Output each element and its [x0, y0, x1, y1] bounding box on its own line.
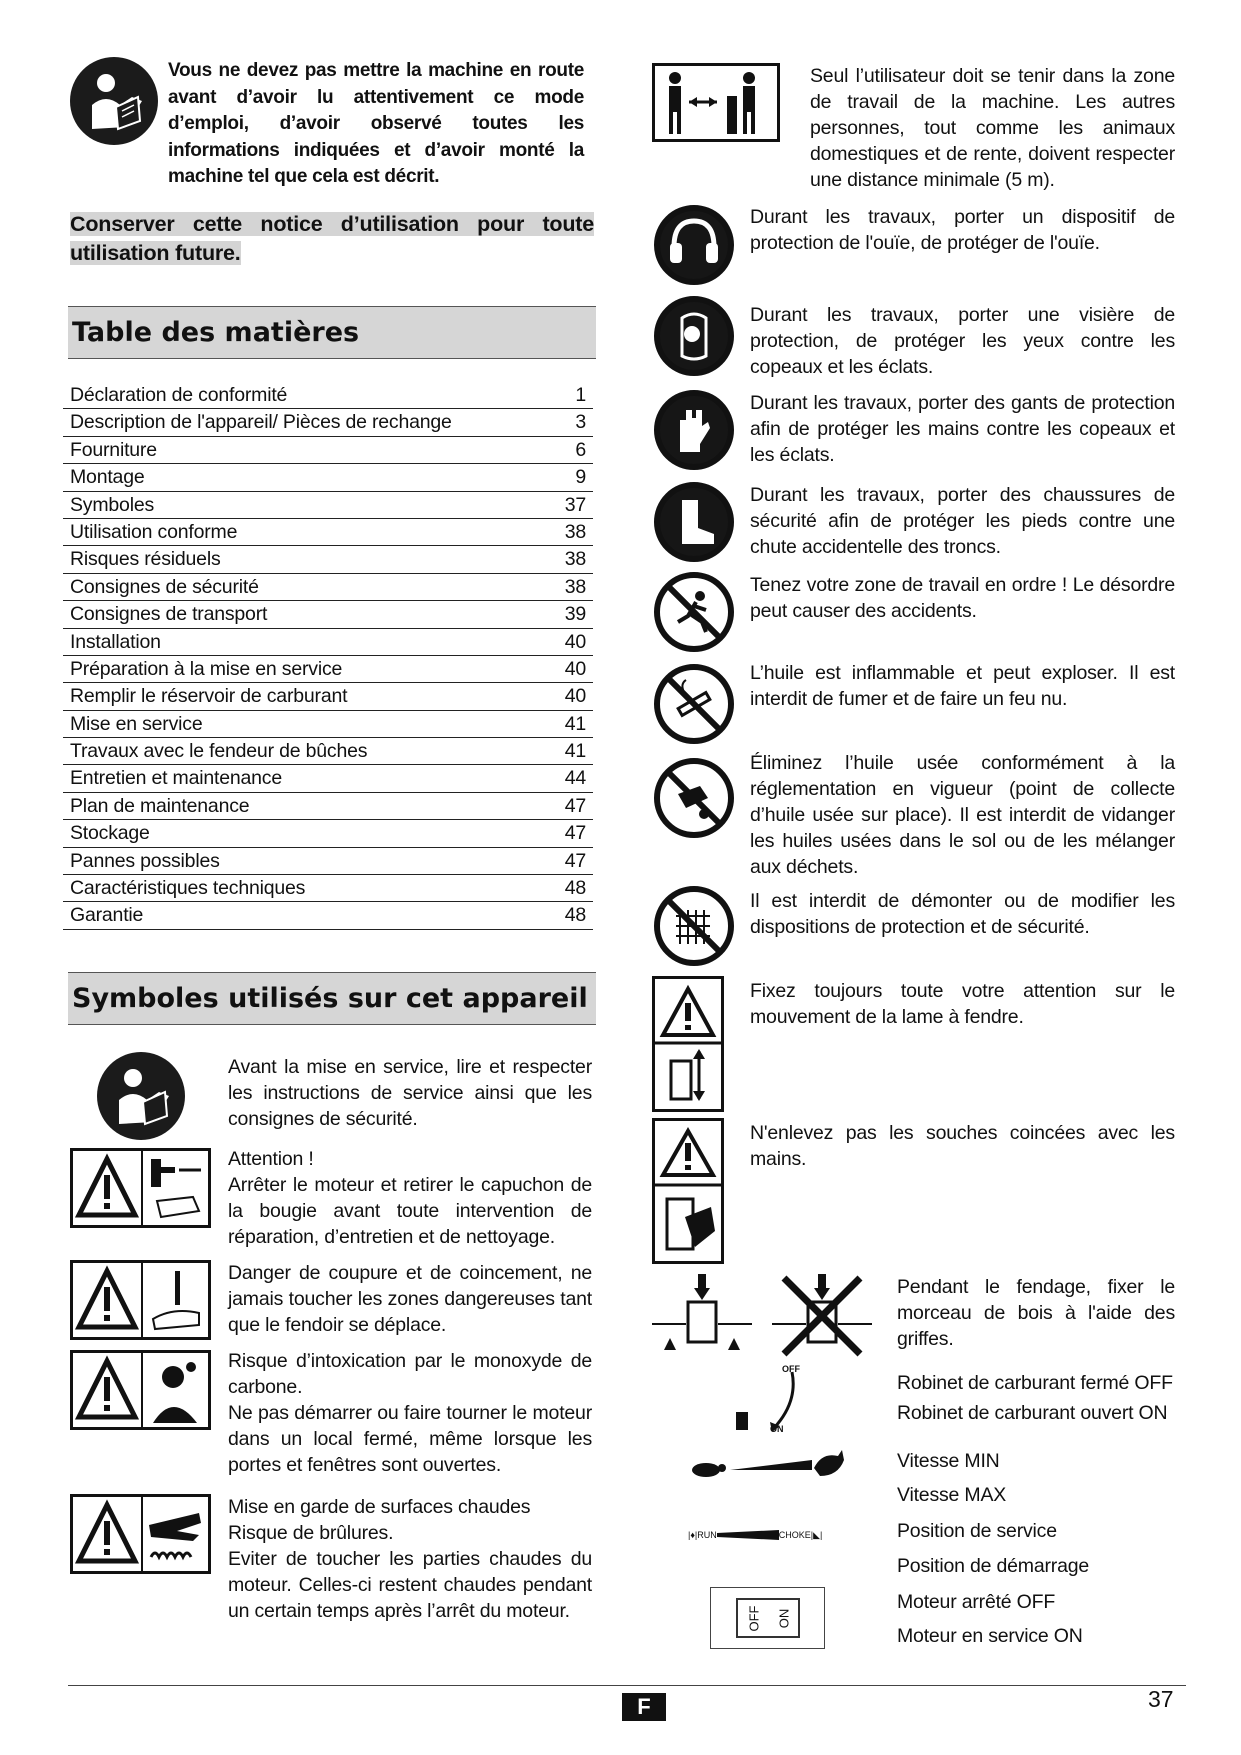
hot-line-1: Mise en garde de surfaces chaudes [228, 1496, 531, 1518]
symbol-text-carbon-monoxide [228, 1348, 592, 1478]
symbol-text-claws: Pendant le fendage, fixer le morceau de bois à l'aide des griffes. [897, 1276, 1175, 1350]
toc-entry-label: Travaux avec le fendeur de bûches [70, 740, 368, 763]
engine-on-text: Moteur en service ON [897, 1625, 1083, 1647]
fuel-on-text: Robinet de carburant ouvert ON [897, 1402, 1168, 1424]
toc-row [63, 902, 593, 929]
distance-persons-icon [652, 63, 780, 142]
choke-wedge-icon [717, 1530, 779, 1540]
symbol-text-used-oil: Éliminez l’huile usée conformément à la réglementation en vigueur (point de collecte d’huile usée sur place). Il est interdit de vidanger les huiles usées dans le sol ou de les mélanger aux déchets. [750, 752, 1175, 878]
symbol-text-read-manual: Avant la mise en service, lire et respecter les instructions de service ainsi que les consignes de sécurité. [228, 1056, 592, 1130]
run-label: RUN [697, 1530, 717, 1540]
choke-lever-icon [688, 1526, 848, 1544]
toc-entry-page: 41 [564, 740, 586, 763]
toc-entry-label: Installation [70, 630, 161, 653]
switch-off-label: OFF [746, 1605, 762, 1631]
toc-entry-label: Déclaration de conformité [70, 384, 288, 406]
engine-switch-icon [710, 1587, 825, 1649]
engine-off-text: Moteur arrêté OFF [897, 1591, 1056, 1613]
toc-entry-page: 47 [564, 849, 586, 872]
safety-boots-icon [654, 482, 734, 562]
footer-divider [68, 1685, 1186, 1686]
symbol-text-visor: Durant les travaux, porter une visière de protection, de protéger les yeux contre les copeaux et les éclats. [750, 304, 1175, 378]
toc-entry-page: 44 [564, 767, 586, 790]
read-manual-icon [70, 57, 158, 145]
toc-row [63, 546, 593, 573]
toc-entry-label: Stockage [70, 822, 150, 845]
fuel-icon-on-label: ON [770, 1424, 784, 1434]
no-oil-disposal-icon [654, 758, 734, 838]
warning-triangle-icon [73, 1151, 143, 1225]
symbol-text-order: Tenez votre zone de travail en ordre ! Le désordre peut causer des accidents. [750, 574, 1175, 622]
toc-entry-page: 38 [564, 548, 586, 571]
toc-row [63, 574, 593, 601]
toc-row [63, 492, 593, 519]
toc-title: Table des matières [68, 306, 596, 359]
toc-entry-page: 48 [564, 877, 586, 900]
toc-entry-label: Entretien et maintenance [70, 767, 283, 790]
hot-line-2: Risque de brûlures. [228, 1522, 394, 1544]
symbol-text-oil-flammable: L’huile est inflammable et peut exploser. Il est interdit de fumer et de faire un feu nu. [750, 662, 1175, 710]
speed-max-text: Vitesse MAX [897, 1484, 1007, 1506]
symbol-text-boots: Durant les travaux, porter des chaussures de sécurité afin de protéger les pieds contre une chute accidentelle des troncs. [750, 484, 1175, 558]
toc-entry-page: 47 [564, 822, 586, 845]
toc-entry-label: Mise en service [70, 712, 203, 735]
attention-detail: Arrêter le moteur et retirer le capuchon de la bougie avant toute intervention de réparation, d’entretien et de nettoyage. [228, 1174, 592, 1248]
toc-entry-page: 48 [564, 904, 586, 927]
co-line-2: Ne pas démarrer ou faire tourner le moteur dans un local fermé, même lorsque les portes et fenêtres sont ouvertes. [228, 1402, 592, 1476]
toc-entry-label: Caractéristiques techniques [70, 877, 306, 900]
toc-row [63, 738, 593, 765]
co-line-1: Risque d’intoxication par le monoxyde de carbone. [228, 1350, 592, 1398]
hot-line-3: Eviter de toucher les parties chaudes du moteur. Celles-ci restent chaudes pendant un certain temps après l’arrêt du moteur. [228, 1548, 592, 1622]
fuel-off-text: Robinet de carburant fermé OFF [897, 1372, 1173, 1394]
splitting-blade-warning-icon [652, 976, 724, 1112]
toc-entry-label: Consignes de transport [70, 603, 268, 626]
stop-engine-warning-icon [70, 1148, 211, 1228]
speed-min-text: Vitesse MIN [897, 1450, 1000, 1472]
symbol-text-ear: Durant les travaux, porter un dispositif de protection de l'ouïe, de protéger de l'ouïe. [750, 206, 1175, 254]
toc-row [63, 409, 593, 436]
toc-entry-label: Préparation à la mise en service [70, 657, 343, 680]
speed-throttle-icon [690, 1446, 850, 1488]
switch-on-label: ON [776, 1608, 792, 1628]
toc-entry-page: 3 [575, 411, 586, 434]
toc-row [63, 765, 593, 792]
hot-surface-warning-icon [70, 1494, 211, 1574]
toc-entry-page: 37 [564, 493, 586, 516]
toc-row [63, 656, 593, 683]
symbol-text-protection: Il est interdit de démonter ou de modifier les dispositions de protection et de sécurité. [750, 890, 1175, 938]
keep-notice-text: Conserver cette notice d’utilisation pour toute utilisation future. [70, 212, 594, 265]
symbol-text-gloves: Durant les travaux, porter des gants de protection afin de protéger les mains contre les copeaux et les éclats. [750, 392, 1175, 466]
symbol-text-distance: Seul l’utilisateur doit se tenir dans la zone de travail de la machine. Les autres personnes, tout comme les animaux domestiques et de rente, doivent respecter une distance minimale (5 m). [810, 65, 1175, 191]
toc-entry-label: Pannes possibles [70, 849, 220, 872]
toc-row [63, 519, 593, 546]
toc-entry-page: 38 [564, 575, 586, 598]
language-badge: F [622, 1693, 666, 1721]
toc-row [63, 711, 593, 738]
symbol-text-blade: Fixez toujours toute votre attention sur le mouvement de la lame à fendre. [750, 980, 1175, 1028]
log-claw-correct-icon [652, 1274, 752, 1362]
attention-line: Attention ! [228, 1148, 314, 1170]
toc-row [63, 464, 593, 491]
toc-row [63, 601, 593, 628]
toc-entry-page: 40 [564, 685, 586, 708]
table-of-contents [63, 382, 593, 930]
toc-row [63, 875, 593, 902]
toc-entry-label: Risques résiduels [70, 548, 221, 571]
gloves-icon [654, 390, 734, 470]
toc-entry-label: Utilisation conforme [70, 520, 238, 543]
toc-row [63, 793, 593, 820]
toc-entry-page: 40 [564, 657, 586, 680]
warning-triangle-icon [73, 1263, 143, 1337]
ear-protection-icon [654, 205, 734, 285]
run-marker-icon: |♦| [688, 1530, 698, 1540]
toc-entry-label: Description de l'appareil/ Pièces de rechange [70, 411, 452, 434]
toc-row [63, 629, 593, 656]
no-smoking-fire-icon [654, 664, 734, 744]
toc-entry-page: 40 [564, 630, 586, 653]
symbol-text-hot-surface [228, 1494, 592, 1624]
warning-triangle-icon [73, 1497, 143, 1571]
engine-switch-inner [736, 1598, 800, 1638]
choke-label: CHOKE [778, 1530, 811, 1540]
carbon-monoxide-warning-icon [70, 1350, 211, 1430]
run-position-text: Position de service [897, 1520, 1057, 1542]
tripping-hazard-icon [654, 572, 734, 652]
toxic-fumes-person-icon [143, 1353, 209, 1427]
toc-entry-page: 1 [575, 384, 586, 406]
toc-entry-page: 47 [564, 794, 586, 817]
symbol-text-stumps: N'enlevez pas les souches coincées avec les mains. [750, 1122, 1175, 1170]
toc-entry-page: 41 [564, 712, 586, 735]
toc-entry-label: Consignes de sécurité [70, 575, 259, 598]
symbol-text-attention [228, 1146, 592, 1250]
choke-position-text: Position de démarrage [897, 1555, 1089, 1577]
read-manual-icon [97, 1052, 185, 1140]
no-hand-stump-icon [652, 1118, 724, 1264]
hand-wedge-icon [143, 1263, 209, 1337]
toc-entry-page: 9 [575, 466, 586, 489]
toc-row [63, 437, 593, 464]
toc-entry-label: Garantie [70, 904, 144, 927]
toc-row [63, 848, 593, 875]
fuel-icon-off-label: OFF [782, 1364, 800, 1374]
toc-row [63, 820, 593, 847]
symbol-text-cut-danger: Danger de coupure et de coincement, ne jamais toucher les zones dangereuses tant que le fendoir se déplace. [228, 1262, 592, 1336]
toc-row [63, 382, 593, 409]
toc-entry-label: Remplir le réservoir de carburant [70, 685, 348, 708]
keep-notice [70, 210, 594, 268]
toc-row [63, 683, 593, 710]
toc-entry-label: Montage [70, 466, 145, 489]
toc-entry-label: Symboles [70, 493, 155, 516]
toc-entry-label: Fourniture [70, 438, 157, 461]
choke-marker-icon: |◣| [810, 1529, 823, 1540]
hand-heat-icon [143, 1497, 209, 1571]
log-claw-wrong-icon [766, 1274, 878, 1362]
no-tampering-icon [654, 886, 734, 966]
cut-pinch-warning-icon [70, 1260, 211, 1340]
spark-plug-icon [143, 1151, 209, 1225]
intro-warning-text: Vous ne devez pas mettre la machine en route avant d’avoir lu attentivement ce mode d’emploi, d’avoir observé toutes les informations indiquées et d’avoir monté la machine tel que cela est décrit. [168, 60, 584, 187]
toc-entry-page: 38 [564, 520, 586, 543]
face-shield-icon [654, 296, 734, 376]
toc-entry-page: 6 [575, 438, 586, 461]
page-number: 37 [1148, 1686, 1174, 1712]
toc-entry-page: 39 [564, 603, 586, 626]
symbols-title: Symboles utilisés sur cet appareil [68, 972, 596, 1025]
toc-entry-label: Plan de maintenance [70, 794, 250, 817]
warning-triangle-icon [73, 1353, 143, 1427]
